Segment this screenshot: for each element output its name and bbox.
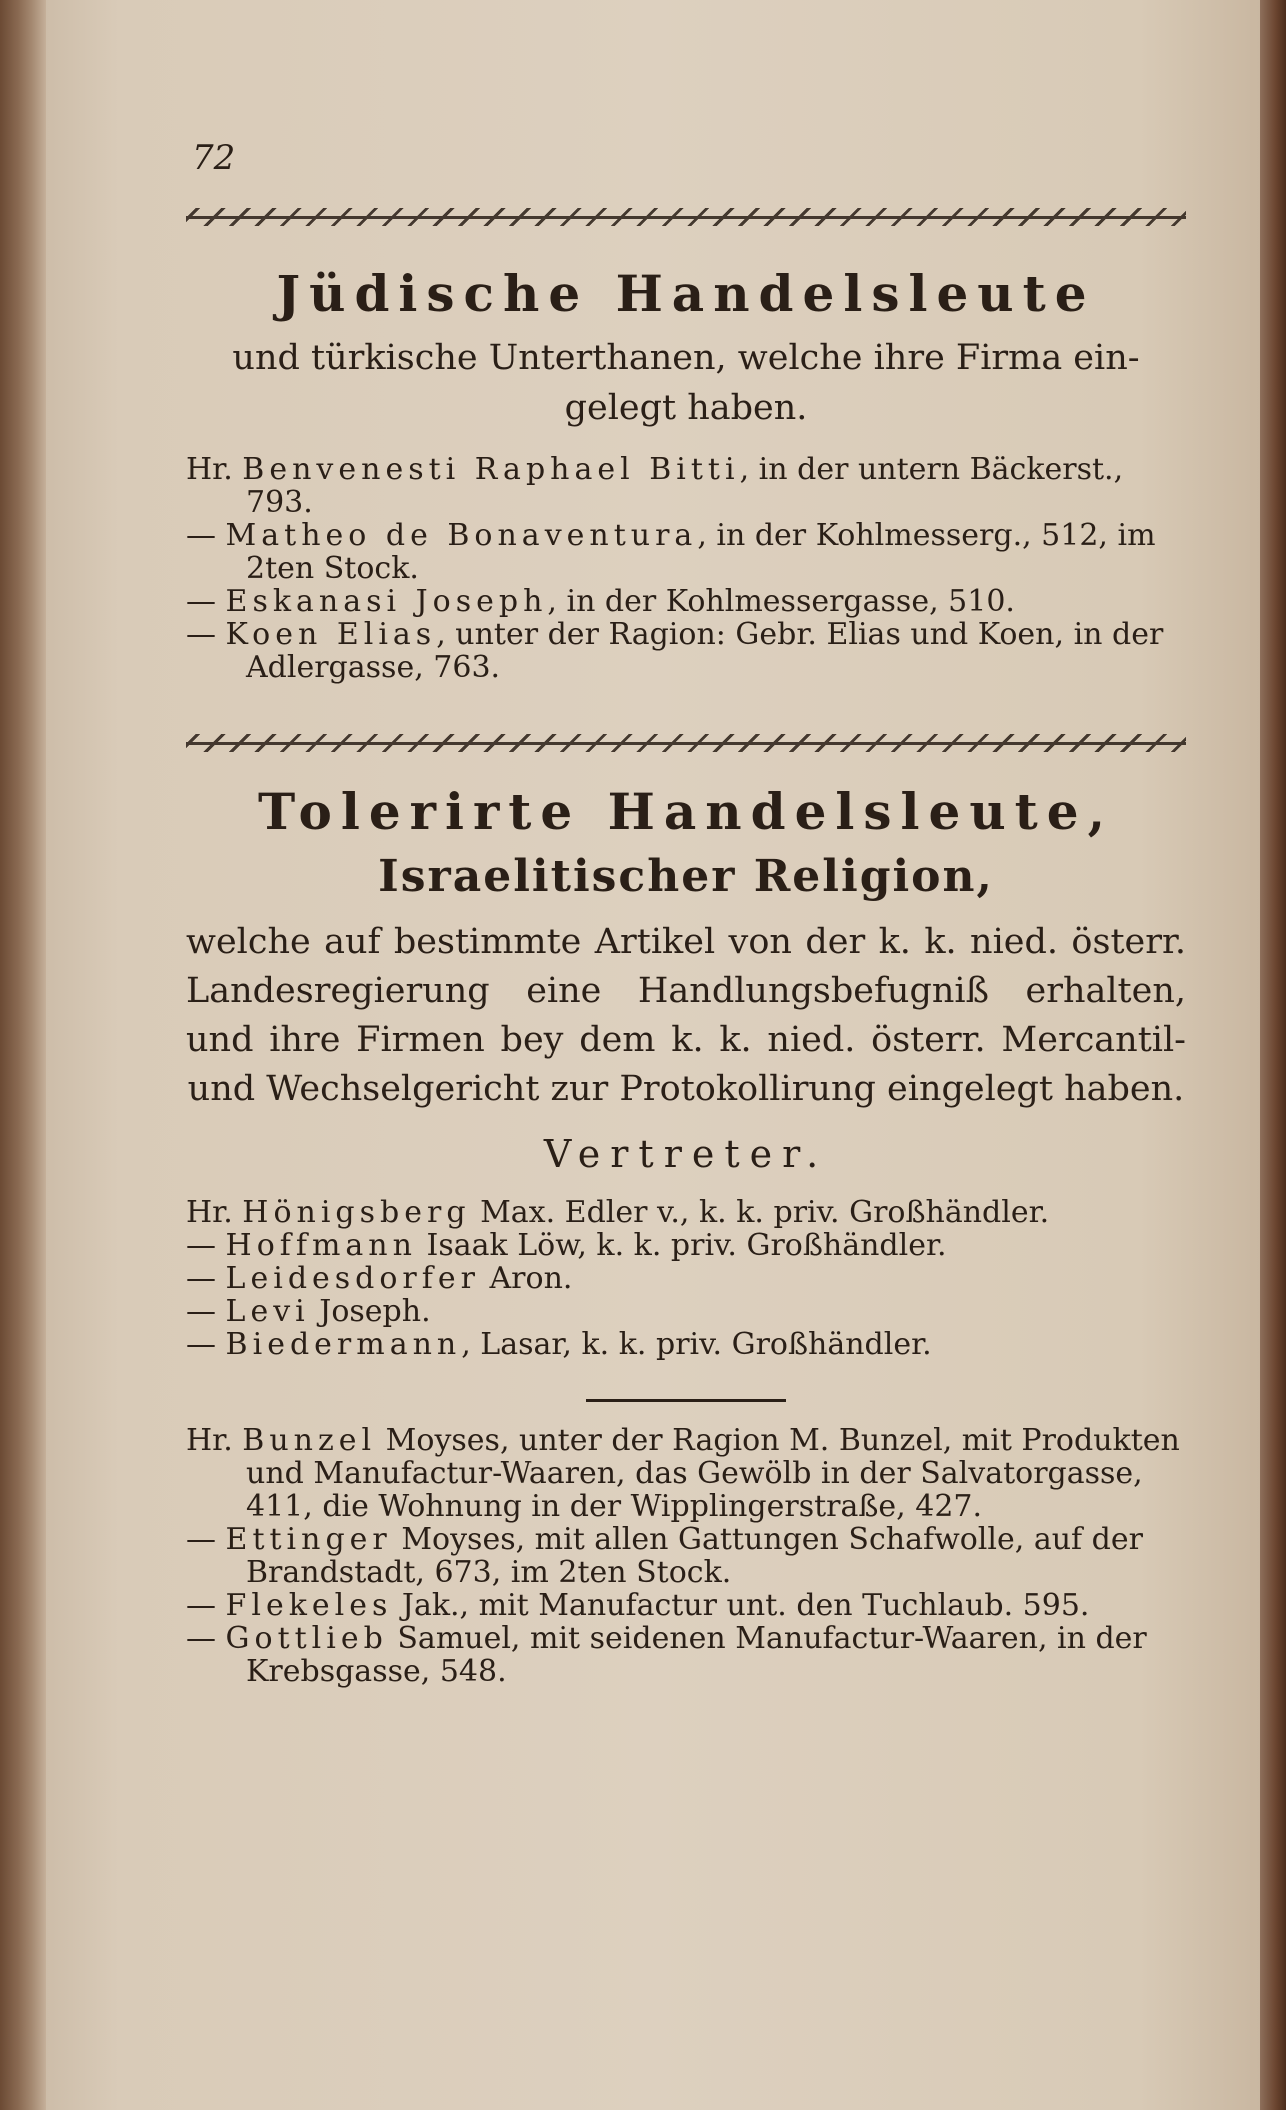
entry-name: Eskanasi Joseph <box>225 584 548 619</box>
entry-text: Samuel, mit seidenen Manufactur-Waaren, in der Krebsgasse, 548. <box>246 1621 1147 1689</box>
list-item <box>186 1523 1186 1589</box>
section1-title: Jüdische Handelsleute <box>276 264 1096 323</box>
entry-name: Hönigsberg <box>242 1195 471 1230</box>
entry-prefix: — <box>186 1327 216 1362</box>
entry-text: Moyses, mit allen Gattungen Schafwolle, auf der Brandstadt, 673, im 2ten Stock. <box>246 1522 1143 1590</box>
book-edge-right <box>1260 0 1286 2110</box>
entry-prefix: — <box>186 1621 216 1656</box>
entry-text: , in der Kohlmesserg., 512, im 2ten Stock. <box>246 518 1156 586</box>
list-item <box>186 585 1186 618</box>
section2-title2: Israelitischer Religion, <box>378 851 994 902</box>
section3-entries <box>186 1424 1186 1688</box>
entry-text: Jak., mit Manufactur unt. den Tuchlaub. 595. <box>392 1588 1090 1623</box>
list-item <box>186 1262 1186 1295</box>
entry-text: Isaak Löw, k. k. priv. Großhändler. <box>416 1228 947 1263</box>
entry-prefix: — <box>186 1261 216 1296</box>
ornamental-rule-middle <box>186 734 1186 752</box>
list-item <box>186 1196 1186 1229</box>
entry-prefix: — <box>186 617 216 652</box>
list-item <box>186 1229 1186 1262</box>
list-item <box>186 1589 1186 1622</box>
entry-name: Levi <box>225 1294 310 1329</box>
section1-subtitle-line1: und türkische Unterthanen, welche ihre Firma ein- <box>232 338 1140 378</box>
entry-text: , unter der Ragion: Gebr. Elias und Koen, in der Adlergasse, 763. <box>246 617 1164 685</box>
entry-name: Bunzel <box>242 1423 377 1458</box>
list-item <box>186 618 1186 684</box>
entry-text: Joseph. <box>309 1294 431 1329</box>
list-item <box>186 1424 1186 1523</box>
entry-name: Flekeles <box>225 1588 393 1623</box>
entry-prefix: — <box>186 584 216 619</box>
entry-name: Ettinger <box>225 1522 392 1557</box>
entry-text: , in der untern Bäckerst., 793. <box>246 452 1124 520</box>
entry-name: Hoffmann <box>225 1228 417 1263</box>
section2-description: welche auf bestimmte Artikel von der k. k. nied. österr. Landesregierung eine Handlungsbefugniß erhalten, und ihre Firmen bey dem k. k. nied. österr. Mercantil- und Wechselgericht zur Protokollirung eingelegt haben. <box>186 922 1186 1109</box>
entry-name: Matheo de Bonaventura <box>225 518 698 553</box>
list-item <box>186 1295 1186 1328</box>
entry-text: Max. Edler v., k. k. priv. Großhändler. <box>470 1195 1050 1230</box>
list-item <box>186 1622 1186 1688</box>
entry-name: Benvenesti Raphael Bitti <box>242 452 740 487</box>
entry-name: Gottlieb <box>225 1621 388 1656</box>
entry-name: Leidesdorfer <box>225 1261 480 1296</box>
entry-name: Biedermann <box>225 1327 462 1362</box>
page-text-block <box>186 120 1186 1688</box>
entry-name: Koen Elias <box>225 617 437 652</box>
entry-prefix: Hr. <box>186 452 233 487</box>
section1-entries <box>186 453 1186 684</box>
list-item <box>186 519 1186 585</box>
section2-heading: Vertreter. <box>543 1132 829 1176</box>
section2-title: Tolerirte Handelsleute, <box>258 782 1114 841</box>
entry-prefix: Hr. <box>186 1423 233 1458</box>
entry-prefix: — <box>186 518 216 553</box>
entry-text: Aron. <box>479 1261 573 1296</box>
entry-prefix: — <box>186 1294 216 1329</box>
entry-text: Moyses, unter der Ragion M. Bunzel, mit Produkten und Manufactur-Waaren, das Gewölb in der Salvatorgasse, 411, die Wohnung in der Wipplingerstraße, 427. <box>246 1423 1180 1524</box>
book-spine-left <box>0 0 46 2110</box>
short-divider <box>586 1399 786 1402</box>
page-number: 72 <box>192 138 236 178</box>
entry-prefix: — <box>186 1522 216 1557</box>
section2-entries <box>186 1196 1186 1361</box>
entry-prefix: — <box>186 1228 216 1263</box>
book-page <box>46 0 1260 2110</box>
entry-text: , Lasar, k. k. priv. Großhändler. <box>461 1327 932 1362</box>
ornamental-rule-top <box>186 208 1186 226</box>
entry-text: , in der Kohlmessergasse, 510. <box>547 584 1015 619</box>
section1-subtitle-line2: gelegt haben. <box>564 388 808 428</box>
entry-prefix: — <box>186 1588 216 1623</box>
list-item <box>186 1328 1186 1361</box>
list-item <box>186 453 1186 519</box>
entry-prefix: Hr. <box>186 1195 233 1230</box>
